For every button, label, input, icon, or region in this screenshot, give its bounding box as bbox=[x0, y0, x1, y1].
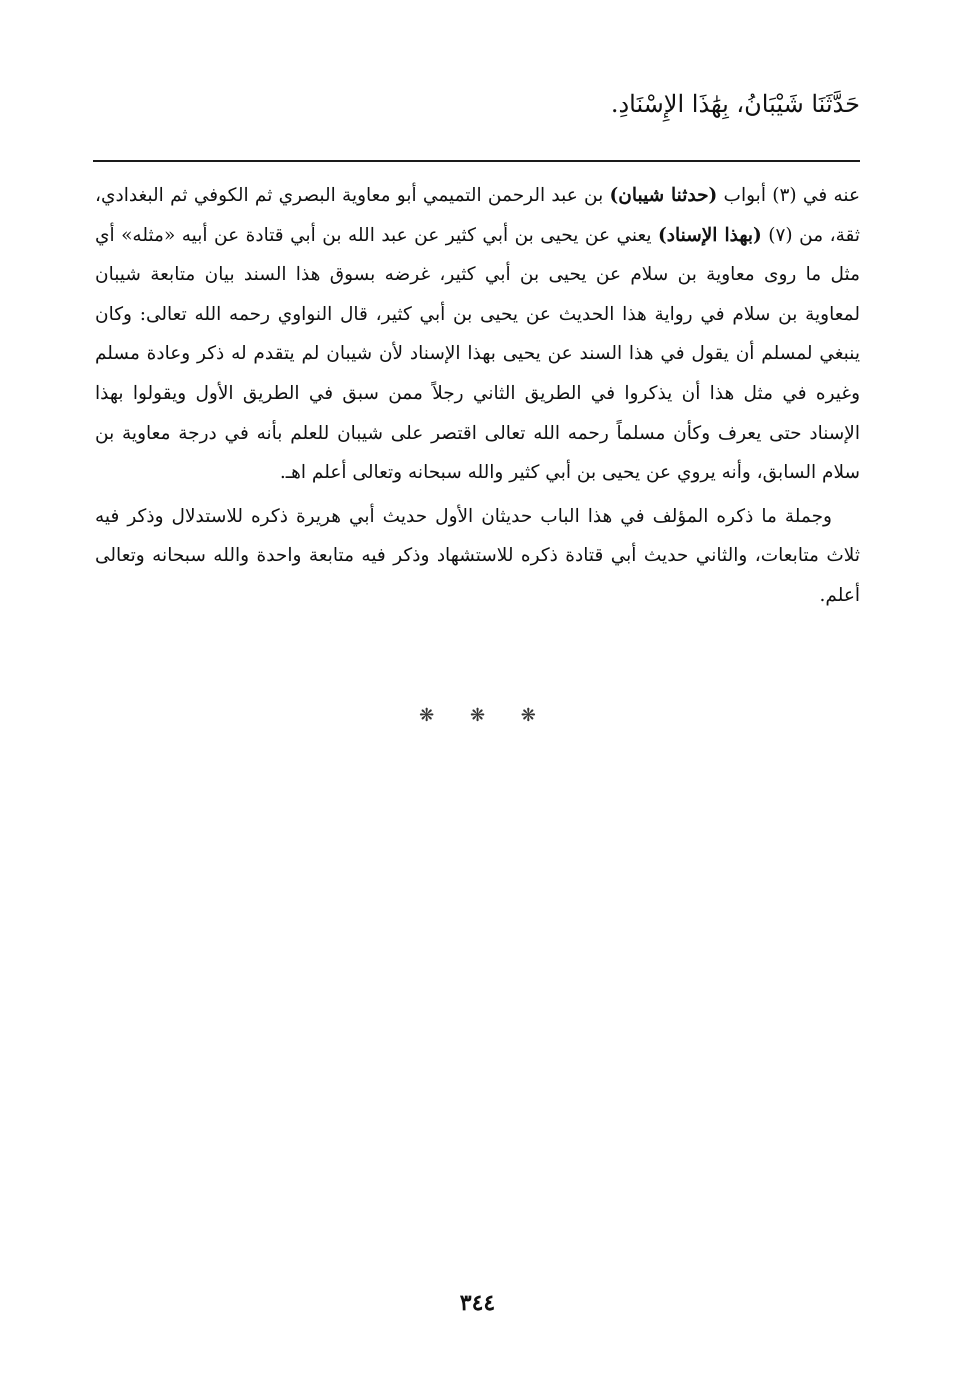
footnote-divider bbox=[93, 160, 860, 162]
page-number: ٣٤٤ bbox=[459, 1290, 496, 1316]
asterism-icon: ❋ bbox=[520, 705, 536, 726]
asterism-icon: ❋ bbox=[469, 705, 486, 726]
commentary-paragraph-1 bbox=[95, 176, 860, 493]
hadith-text: حَدَّثَنَا شَيْبَانُ، بِهَٰذَا الإِسْنَادِ. bbox=[610, 90, 860, 118]
section-separator bbox=[0, 705, 955, 726]
commentary-paragraph-2: وجملة ما ذكره المؤلف في هذا الباب حديثان الأول حديث أبي هريرة ذكره للاستدلال وذكر فيه ثلاث متابعات، والثاني حديث أبي قتادة ذكره للاستشهاد وذكر فيه متابعة واحدة والله سبحانه وتعالى أعلم. bbox=[95, 505, 860, 606]
commentary bbox=[95, 176, 860, 616]
asterism-icon: ❋ bbox=[419, 705, 435, 726]
commentary-text: عنه في (٣) أبواب bbox=[717, 185, 860, 206]
commentary-text: يعني عن يحيى بن أبي كثير عن عبد الله بن أبي قتادة عن أبيه «مثله» أي مثل ما روى معاوية بن سلام عن يحيى بن أبي كثير، غرضه بسوق هذا السند بيان متابعة شيبان لمعاوية بن سلام في رواية هذا الحديث عن يحيى بن أبي كثير، قال النواوي رحمه الله تعالى: وكان ينبغي لمسلم أن يقول في هذا السند عن يحيى بهذا الإسناد لأن شيبان لم يتقدم له ذكر وعادة مسلم وغيره في مثل هذا أن يذكروا في الطريق الثاني رجلاً ممن سبق في الطريق الأول ويقولوا بهذا الإسناد حتى يعرف وكأن مسلماً رحمه الله تعالى اقتصر على شيبان للعلم بأنه في درجة معاوية بن سلام السابق، وأنه يروي عن يحيى بن أبي كثير والله سبحانه وتعالى أعلم اهـ. bbox=[95, 224, 860, 484]
commentary-text: بن عبد الرحمن التميمي أبو معاوية البصري ثم الكوفي ثم البغدادي، ثقة، من (٧) bbox=[95, 185, 860, 246]
bold-phrase: (بهذا الإسناد) bbox=[658, 224, 762, 246]
bold-phrase: (حدثنا شيبان) bbox=[609, 185, 718, 206]
